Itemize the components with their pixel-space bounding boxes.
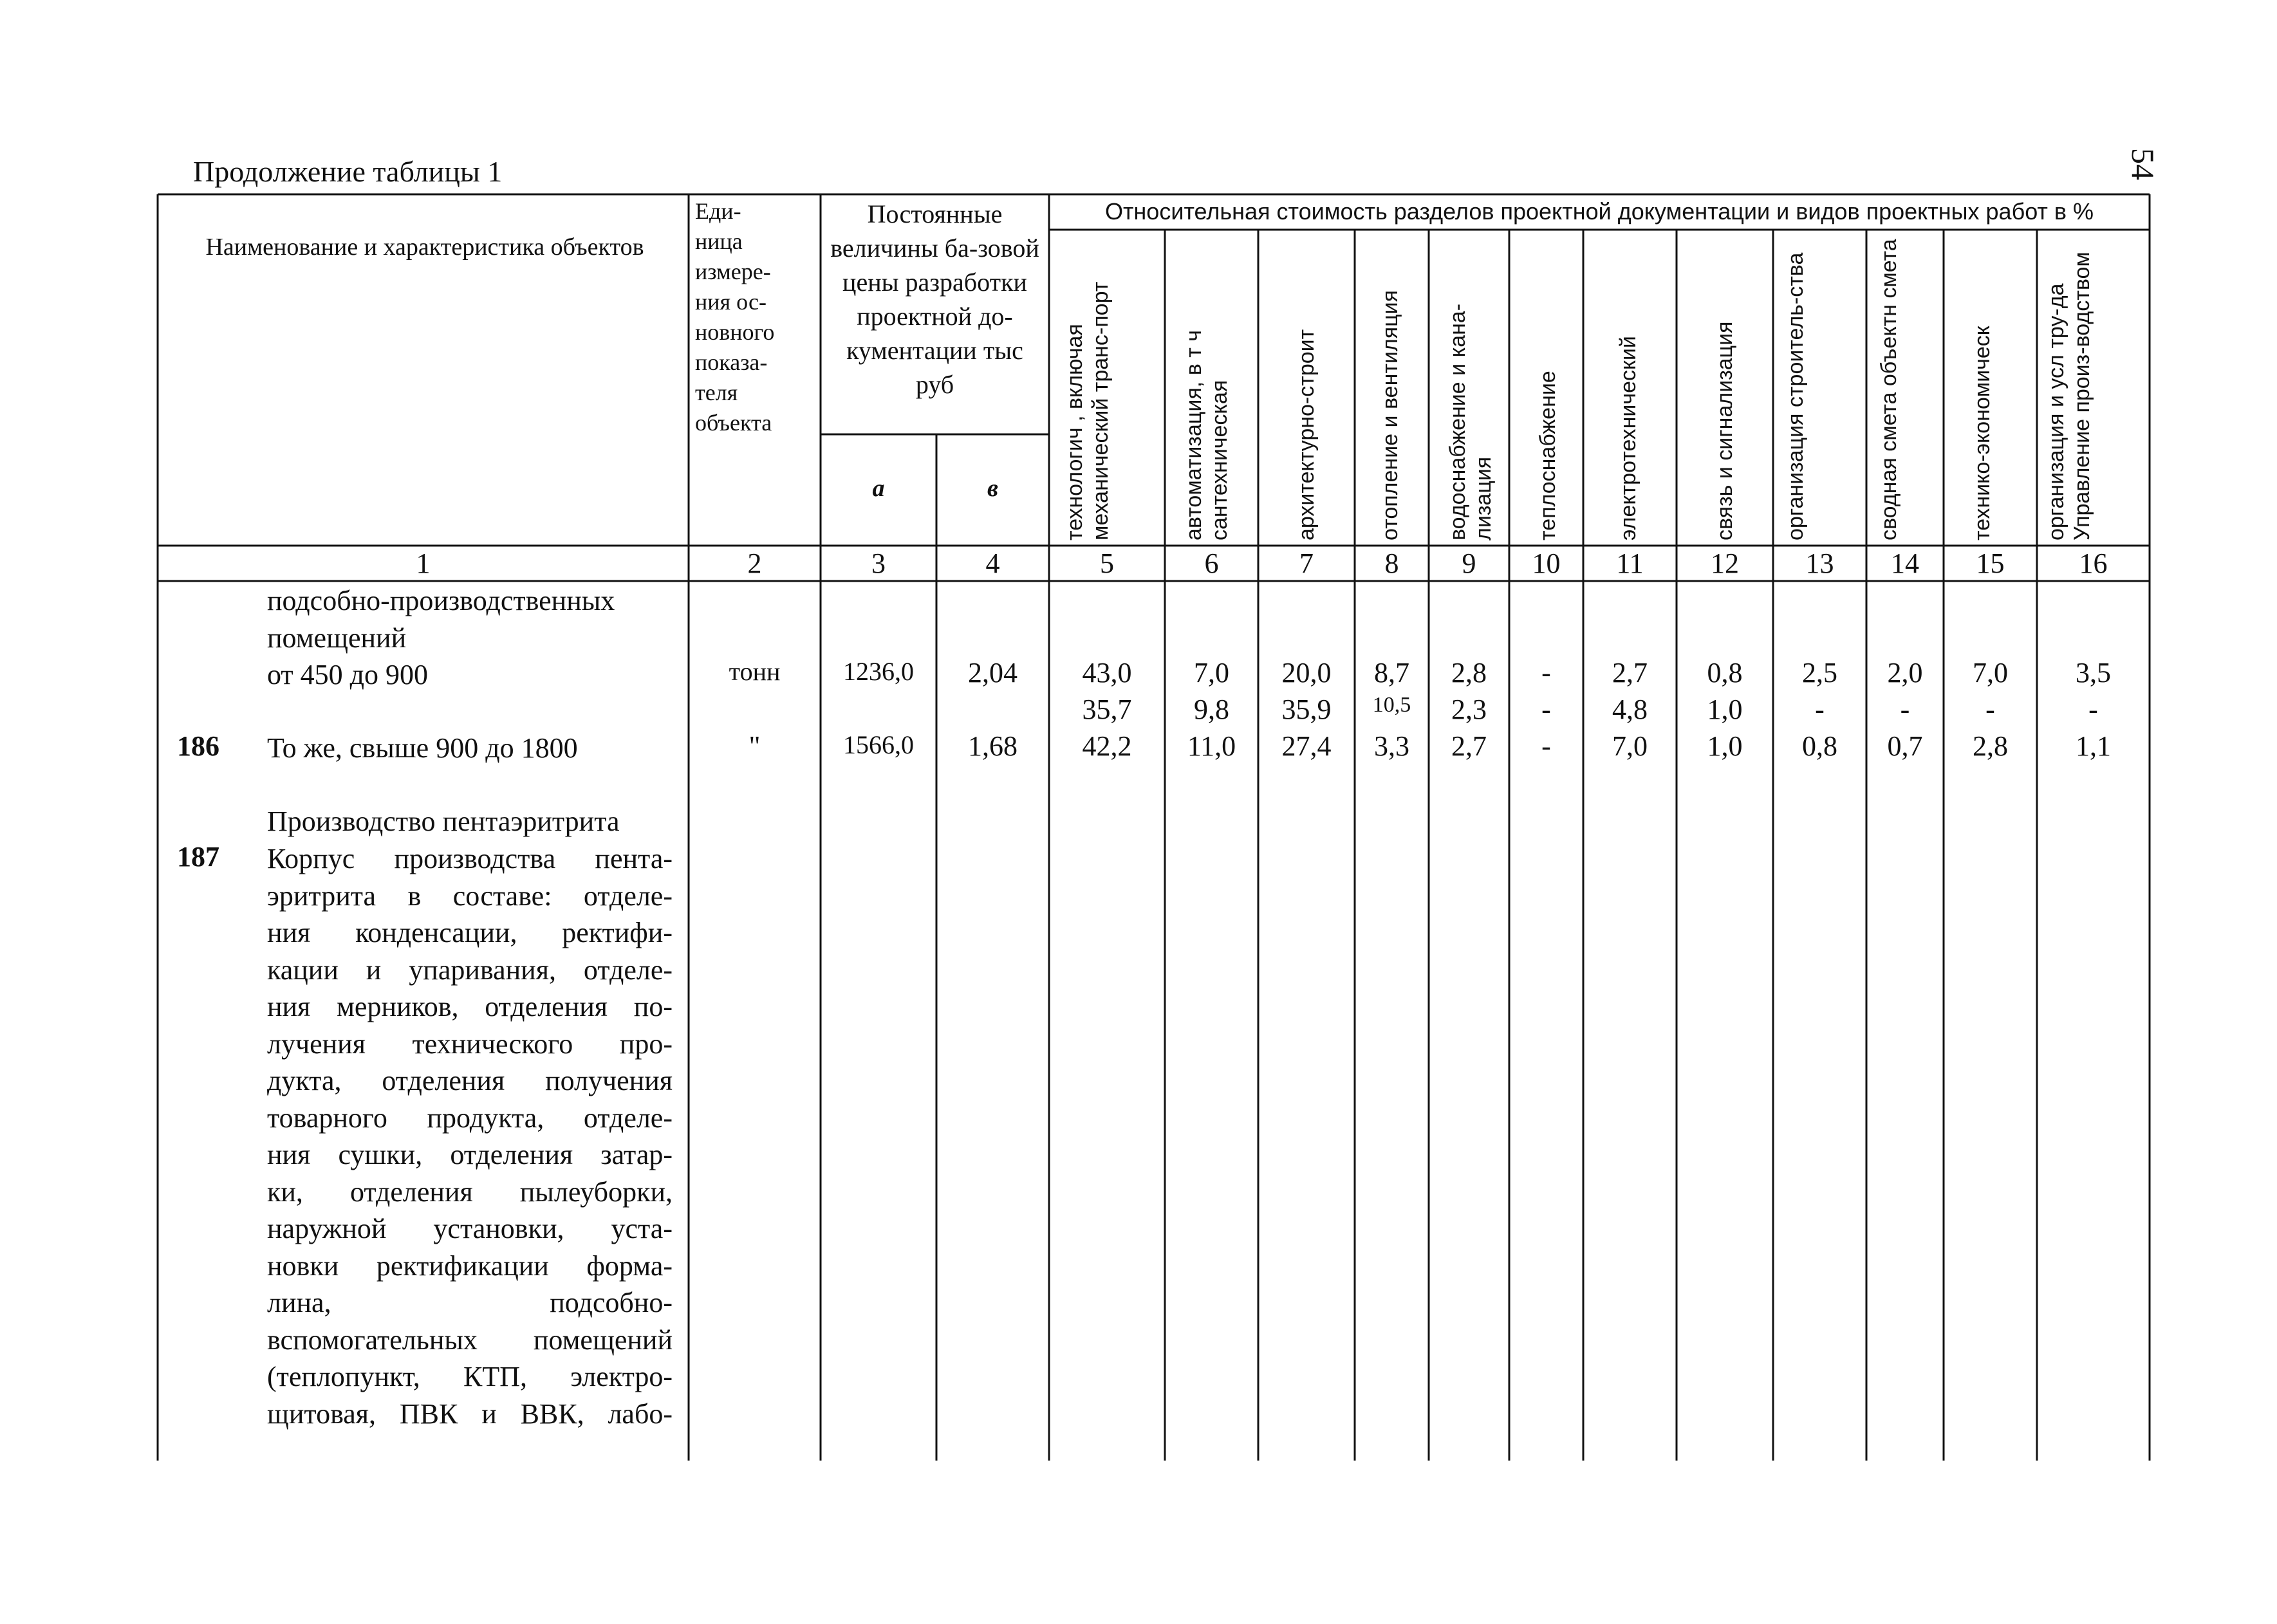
desc-line: дукта, отделения получения — [267, 1065, 673, 1096]
section-value: 0,7 — [1887, 730, 1923, 762]
section-value: 2,8 — [1973, 730, 2008, 762]
row-const-b: 1,68 — [968, 730, 1018, 762]
table-row-desc: То же, свыше 900 до 1800 — [267, 732, 578, 764]
column-number: 2 — [747, 548, 762, 579]
section-value: 11,0 — [1187, 730, 1236, 762]
section-label-water: водоснабжение и кана-лизация — [1445, 303, 1496, 540]
header-col-a: а — [872, 475, 885, 502]
desc-line: ния конденсации, ректифи- — [267, 917, 673, 948]
column-number: 11 — [1616, 548, 1644, 579]
column-number: 1 — [416, 548, 431, 579]
column-number: 12 — [1711, 548, 1739, 579]
section-value: 0,8 — [1707, 657, 1743, 688]
column-number: 5 — [1100, 548, 1114, 579]
section-label-estimate: сводная смета объектн смета — [1877, 239, 1901, 540]
column-number: 10 — [1532, 548, 1561, 579]
section-value: 8,7 — [1374, 657, 1409, 688]
section-value: 35,7 — [1082, 694, 1132, 725]
desc-line: эритрита в составе: отделе- — [267, 880, 673, 912]
row-number: 186 — [177, 730, 219, 762]
section-value: 35,9 — [1281, 694, 1332, 725]
section-value: - — [2088, 694, 2098, 725]
table-row-desc — [267, 840, 673, 1432]
column-number: 3 — [871, 548, 886, 579]
header-const-col: Постоянные величины ба-зовой цены разработки проектной до-кументации тыс руб — [830, 199, 1039, 399]
page-number: 54 — [2125, 148, 2161, 180]
desc-line: наружной установки, уста- — [267, 1213, 673, 1244]
section-value: 2,0 — [1887, 657, 1923, 688]
row-number: 187 — [177, 841, 219, 872]
section-value: 4,8 — [1612, 694, 1648, 725]
desc-line: (теплопункт, КТП, электро- — [267, 1361, 673, 1392]
column-number: 7 — [1299, 548, 1314, 579]
section-value: 7,0 — [1973, 657, 2008, 688]
desc-line: новки ректификации форма- — [267, 1250, 673, 1282]
section-value: 2,7 — [1612, 657, 1648, 688]
header-relative-cost: Относительная стоимость разделов проектной документации и видов проектных работ в % — [1104, 198, 2094, 225]
section-value: 1,1 — [2076, 730, 2111, 762]
section-value: 2,3 — [1451, 694, 1487, 725]
section-value: - — [1985, 694, 1995, 725]
section-value: - — [1541, 694, 1551, 725]
header-col-b: в — [987, 475, 998, 502]
section-label-labor: организация и усл тру-да Управление произ-водством — [2044, 252, 2094, 540]
section-label-technological: технологич , включая механический транс-порт — [1063, 281, 1113, 540]
row-unit: " — [748, 730, 761, 762]
section-value: 2,5 — [1802, 657, 1837, 688]
desc-line: лучения технического про- — [267, 1028, 673, 1060]
table-row-desc: подсобно-производственных помещений от 450 до 900 — [267, 585, 615, 690]
row-const-a: 1236,0 — [843, 657, 914, 686]
section-label-economic: технико-экономическ — [1970, 326, 1994, 540]
section-value: 7,0 — [1194, 657, 1229, 688]
section-value: 42,2 — [1082, 730, 1132, 762]
section-value: 10,5 — [1372, 693, 1411, 717]
section-value: - — [1900, 694, 1910, 725]
section-label-electrical: электротехнический — [1616, 336, 1640, 540]
section-value: 43,0 — [1082, 657, 1132, 688]
section-value: 2,7 — [1451, 730, 1487, 762]
column-number: 8 — [1384, 548, 1399, 579]
section-value: 9,8 — [1194, 694, 1229, 725]
section-value: 3,5 — [2076, 657, 2111, 688]
desc-line: вспомогательных помещений — [267, 1324, 673, 1356]
desc-line: ки, отделения пылеуборки, — [267, 1176, 673, 1208]
header-name-col: Наименование и характеристика объектов — [205, 234, 644, 261]
header-unit-col: Еди-ница измере-ния ос-новного показа-теля объекта — [695, 198, 775, 436]
desc-line: щитовая, ПВК и ВВК, лабо- — [267, 1398, 673, 1430]
section-label-automation: автоматизация, в т ч сантехническая — [1182, 330, 1232, 540]
section-value: 1,0 — [1707, 694, 1743, 725]
section-label-heating: отопление и вентиляция — [1378, 290, 1402, 540]
section-value: - — [1541, 657, 1551, 688]
continuation-title: Продолжение таблицы 1 — [193, 155, 503, 188]
column-number: 13 — [1805, 548, 1834, 579]
column-number: 9 — [1462, 548, 1476, 579]
column-number: 15 — [1976, 548, 2005, 579]
section-value: 3,3 — [1374, 730, 1409, 762]
section-value: - — [1541, 730, 1551, 762]
section-value: 27,4 — [1281, 730, 1332, 762]
section-value: 1,0 — [1707, 730, 1743, 762]
desc-line: ния сушки, отделения затар- — [267, 1139, 673, 1170]
desc-line: товарного продукта, отделе- — [267, 1102, 673, 1134]
desc-line: Корпус производства пента- — [267, 843, 673, 874]
section-value: - — [1815, 694, 1825, 725]
column-number: 6 — [1204, 548, 1219, 579]
row-const-a: 1566,0 — [843, 730, 914, 759]
desc-line: ния мерников, отделения по- — [267, 991, 673, 1022]
column-number: 14 — [1891, 548, 1919, 579]
section-label-heat-supply: теплоснабжение — [1536, 371, 1560, 540]
section-value: 0,8 — [1802, 730, 1837, 762]
section-value: 7,0 — [1612, 730, 1648, 762]
row-unit: тонн — [729, 657, 781, 686]
desc-line: лина, подсобно- — [267, 1287, 673, 1318]
section-label-communication: связь и сигнализация — [1713, 321, 1737, 540]
section-label-architecture: архитектурно-строит — [1294, 329, 1319, 540]
column-number: 16 — [2079, 548, 2108, 579]
section-value: 20,0 — [1281, 657, 1332, 688]
column-number: 4 — [985, 548, 1000, 579]
section-label-construction: организация строитель-ства — [1783, 252, 1808, 540]
row-const-b: 2,04 — [968, 657, 1018, 688]
section-heading: Производство пентаэритрита — [267, 806, 620, 837]
desc-line: кации и упаривания, отделе- — [267, 954, 673, 986]
section-value: 2,8 — [1451, 657, 1487, 688]
